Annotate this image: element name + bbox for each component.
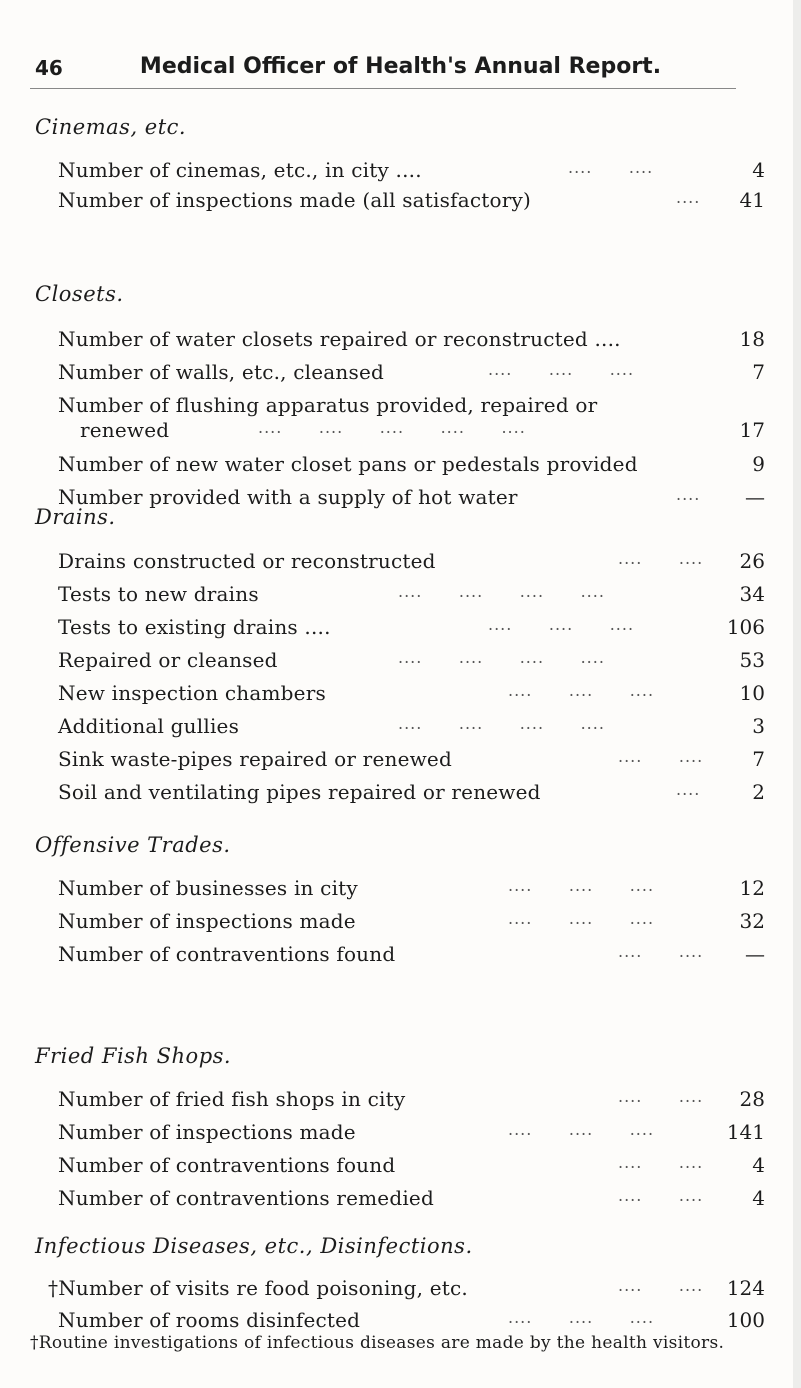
row-value: 4 (752, 1153, 765, 1177)
table-row (0, 942, 801, 972)
footnote: †Routine investigations of infectious diseases are made by the health visitors. (30, 1333, 725, 1353)
row-value: 26 (739, 549, 765, 573)
row-value: 18 (739, 327, 765, 351)
row-label: Sink waste-pipes repaired or renewed (58, 747, 452, 771)
row-label: Number of businesses in city (58, 876, 358, 900)
row-label: Number of rooms disinfected (58, 1308, 361, 1332)
row-label: Number of flushing apparatus provided, repaired or (58, 393, 598, 417)
table-row (0, 549, 801, 579)
dot-leaders: .... .... (618, 747, 704, 766)
row-value: 53 (739, 648, 765, 672)
dot-leaders: .... .... .... .... (398, 582, 605, 601)
dot-leaders: .... .... (618, 1186, 704, 1205)
table-row (0, 158, 801, 188)
dot-leaders: .... (676, 188, 701, 207)
table-row (0, 418, 801, 448)
row-label: renewed (80, 418, 170, 442)
row-label: Number of inspections made (58, 1120, 356, 1144)
dot-leaders: .... .... .... (508, 1120, 655, 1139)
dot-leaders: .... .... .... .... .... (258, 418, 526, 437)
table-row (0, 876, 801, 906)
row-label: Tests to existing drains .... (58, 615, 331, 639)
row-value: 4 (752, 1186, 765, 1210)
table-row (0, 1276, 801, 1306)
row-label: Number of fried fish shops in city (58, 1087, 406, 1111)
row-value: 2 (752, 780, 765, 804)
header-rule (30, 88, 736, 89)
row-value: — (745, 942, 765, 966)
row-label: New inspection chambers (58, 681, 326, 705)
row-label: Repaired or cleansed (58, 648, 278, 672)
dot-leaders: .... .... .... (488, 360, 635, 379)
row-value: 7 (752, 747, 765, 771)
row-label: Number of cinemas, etc., in city .... (58, 158, 422, 182)
row-value: 41 (739, 188, 765, 212)
row-value: 32 (739, 909, 765, 933)
table-row (0, 1120, 801, 1150)
running-title: Medical Officer of Health's Annual Report. (139, 54, 662, 79)
table-row (0, 780, 801, 810)
dot-leaders: .... (676, 485, 701, 504)
table-row (0, 188, 801, 218)
section-heading: Closets. (35, 282, 124, 306)
row-label: Number of inspections made (all satisfactory) (58, 188, 531, 212)
table-row (0, 909, 801, 939)
table-row (0, 485, 801, 515)
row-label: †Number of visits re food poisoning, etc. (48, 1276, 468, 1300)
row-value: 141 (726, 1120, 765, 1144)
row-label: Tests to new drains (58, 582, 259, 606)
row-label: Number of contraventions remedied (58, 1186, 434, 1210)
dot-leaders: .... .... (568, 158, 654, 177)
row-label: Number of water closets repaired or reconstructed .... (58, 327, 621, 351)
row-value: 34 (739, 582, 765, 606)
table-row (0, 582, 801, 612)
section-heading: Fried Fish Shops. (35, 1044, 232, 1068)
row-label: Number of new water closet pans or pedestals provided (58, 452, 638, 476)
row-value: 4 (752, 158, 765, 182)
table-row (0, 714, 801, 744)
table-row (0, 747, 801, 777)
dot-leaders: .... .... (618, 549, 704, 568)
dot-leaders: .... .... .... .... (398, 648, 605, 667)
section-heading: Offensive Trades. (35, 833, 231, 857)
table-row (0, 615, 801, 645)
dot-leaders: .... .... .... .... (398, 714, 605, 733)
table-row (0, 360, 801, 390)
table-row (0, 681, 801, 711)
row-label: Drains constructed or reconstructed (58, 549, 436, 573)
row-value: 100 (726, 1308, 765, 1332)
page-header (0, 52, 801, 92)
row-value: 17 (739, 418, 765, 442)
row-value: 10 (739, 681, 765, 705)
row-label: Number provided with a supply of hot water (58, 485, 518, 509)
dot-leaders: .... .... .... (488, 615, 635, 634)
table-row (0, 648, 801, 678)
dot-leaders: .... .... .... (508, 909, 655, 928)
row-value: 12 (739, 876, 765, 900)
dot-leaders: .... .... .... (508, 876, 655, 895)
row-value: 106 (726, 615, 765, 639)
table-row (0, 327, 801, 357)
dot-leaders: .... (676, 780, 701, 799)
table-row (0, 452, 801, 482)
row-label: Soil and ventilating pipes repaired or renewed (58, 780, 541, 804)
row-label: Additional gullies (58, 714, 240, 738)
row-value: 28 (739, 1087, 765, 1111)
page-edge-shadow (793, 0, 801, 1388)
row-label: Number of contraventions found (58, 942, 396, 966)
section-heading: Infectious Diseases, etc., Disinfections. (35, 1234, 473, 1258)
row-value: 7 (752, 360, 765, 384)
dot-leaders: .... .... (618, 1276, 704, 1295)
row-label: Number of walls, etc., cleansed (58, 360, 385, 384)
dot-leaders: .... .... .... (508, 1308, 655, 1327)
table-row (0, 1087, 801, 1117)
section-heading: Drains. (35, 505, 116, 529)
table-row (0, 1186, 801, 1216)
row-label: Number of contraventions found (58, 1153, 396, 1177)
row-value: 124 (726, 1276, 765, 1300)
dot-leaders: .... .... .... (508, 681, 655, 700)
section-heading: Cinemas, etc. (35, 115, 187, 139)
page-number: 46 (35, 56, 63, 80)
dot-leaders: .... .... (618, 942, 704, 961)
row-value: 3 (752, 714, 765, 738)
dot-leaders: .... .... (618, 1087, 704, 1106)
row-value: — (745, 485, 765, 509)
dot-leaders: .... .... (618, 1153, 704, 1172)
row-value: 9 (752, 452, 765, 476)
row-label: Number of inspections made (58, 909, 356, 933)
table-row (0, 1153, 801, 1183)
